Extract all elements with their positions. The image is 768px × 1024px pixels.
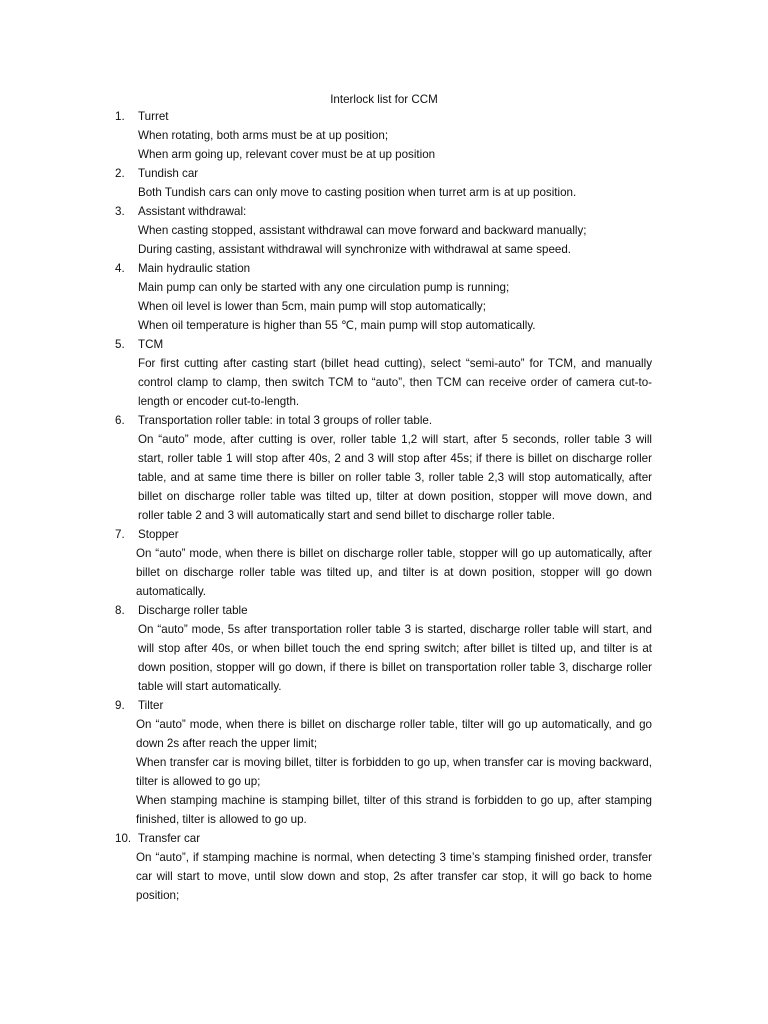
item-number: 9. xyxy=(115,699,125,712)
item-title: Stopper xyxy=(138,528,179,541)
item-paragraph: When stamping machine is stamping billet, tilter of this strand is forbidden to go up, after stamping finished, tilter is allowed to go up. xyxy=(136,794,652,826)
item-paragraph: When transfer car is moving billet, tilter is forbidden to go up, when transfer car is moving backward, tilter is allowed to go up; xyxy=(136,756,652,788)
item-paragraph: On “auto” mode, when there is billet on discharge roller table, stopper will go up automatically, after billet on discharge roller table was tilted up, and tilter is at down position, stopper will go down automatically. xyxy=(136,547,652,598)
list-item-transportation-roller-table xyxy=(115,411,652,525)
item-paragraph: On “auto” mode, after cutting is over, roller table 1,2 will start, after 5 seconds, roller table 3 will start, roller table 1 will stop after 40s, 2 and 3 will stop after 45s; if there is billet on discharge roller table, and at same time there is biller on roller table 3, roller table 2,3 will stop automatically, after billet on discharge roller table was tilted up, tilter at down position, stopper will move down, and roller table 2 and 3 will automatically start and send billet to discharge roller table. xyxy=(138,433,652,522)
item-title: Discharge roller table xyxy=(138,604,248,617)
item-title: Transfer car xyxy=(138,832,201,845)
item-paragraph: Both Tundish cars can only move to casting position when turret arm is at up position. xyxy=(138,186,577,199)
item-paragraph: On “auto” mode, when there is billet on discharge roller table, tilter will go up automatically, and go down 2s after reach the upper limit; xyxy=(136,718,652,750)
list-item-main-hydraulic-station xyxy=(115,259,652,335)
item-paragraph: When oil level is lower than 5cm, main pump will stop automatically; xyxy=(138,300,486,313)
list-item-stopper xyxy=(115,525,652,601)
interlock-list xyxy=(115,107,652,905)
item-paragraph: When oil temperature is higher than 55 ℃, main pump will stop automatically. xyxy=(138,319,536,332)
item-number: 3. xyxy=(115,205,125,218)
item-number: 6. xyxy=(115,414,125,427)
item-paragraph: During casting, assistant withdrawal will synchronize with withdrawal at same speed. xyxy=(138,243,572,256)
item-title: TCM xyxy=(138,338,164,351)
list-item-discharge-roller-table xyxy=(115,601,652,696)
item-paragraph: When casting stopped, assistant withdrawal can move forward and backward manually; xyxy=(138,224,587,237)
item-number: 5. xyxy=(115,338,125,351)
item-number: 4. xyxy=(115,262,125,275)
list-item-tundish-car xyxy=(115,164,652,202)
item-title: Turret xyxy=(138,110,169,123)
item-title: Tilter xyxy=(138,699,164,712)
item-title: Tundish car xyxy=(138,167,199,180)
item-title: Main hydraulic station xyxy=(138,262,251,275)
list-item-turret xyxy=(115,107,652,164)
item-paragraph: Main pump can only be started with any one circulation pump is running; xyxy=(138,281,510,294)
item-number: 7. xyxy=(115,528,125,541)
item-number: 10. xyxy=(115,832,132,845)
item-paragraph: When arm going up, relevant cover must be at up position xyxy=(138,148,436,161)
item-title: Transportation roller table: in total 3 groups of roller table. xyxy=(138,414,433,427)
item-number: 1. xyxy=(115,110,125,123)
list-item-tilter xyxy=(115,696,652,829)
item-paragraph: For first cutting after casting start (billet head cutting), select “semi-auto” for TCM, and manually control clamp to clamp, then switch TCM to “auto”, then TCM can receive order of camera cut-to-length or encoder cut-to-length. xyxy=(138,357,652,408)
item-paragraph: On “auto” mode, 5s after transportation roller table 3 is started, discharge roller table will start, and will stop after 40s, or when billet touch the end spring switch; after billet is tilted up, and tilter is at down position, stopper will go down, if there is billet on transportation roller table 3, discharge roller table will start automatically. xyxy=(138,623,652,693)
document-title: Interlock list for CCM xyxy=(330,93,438,106)
list-item-assistant-withdrawal xyxy=(115,202,652,259)
item-paragraph: When rotating, both arms must be at up position; xyxy=(138,129,389,142)
list-item-transfer-car xyxy=(115,829,652,905)
item-number: 2. xyxy=(115,167,125,180)
list-item-tcm xyxy=(115,335,652,411)
item-number: 8. xyxy=(115,604,125,617)
item-title: Assistant withdrawal: xyxy=(138,205,247,218)
item-paragraph: On “auto”, if stamping machine is normal, when detecting 3 time’s stamping finished order, transfer car will start to move, until slow down and stop, 2s after transfer car stop, it will go back to home position; xyxy=(136,851,652,902)
